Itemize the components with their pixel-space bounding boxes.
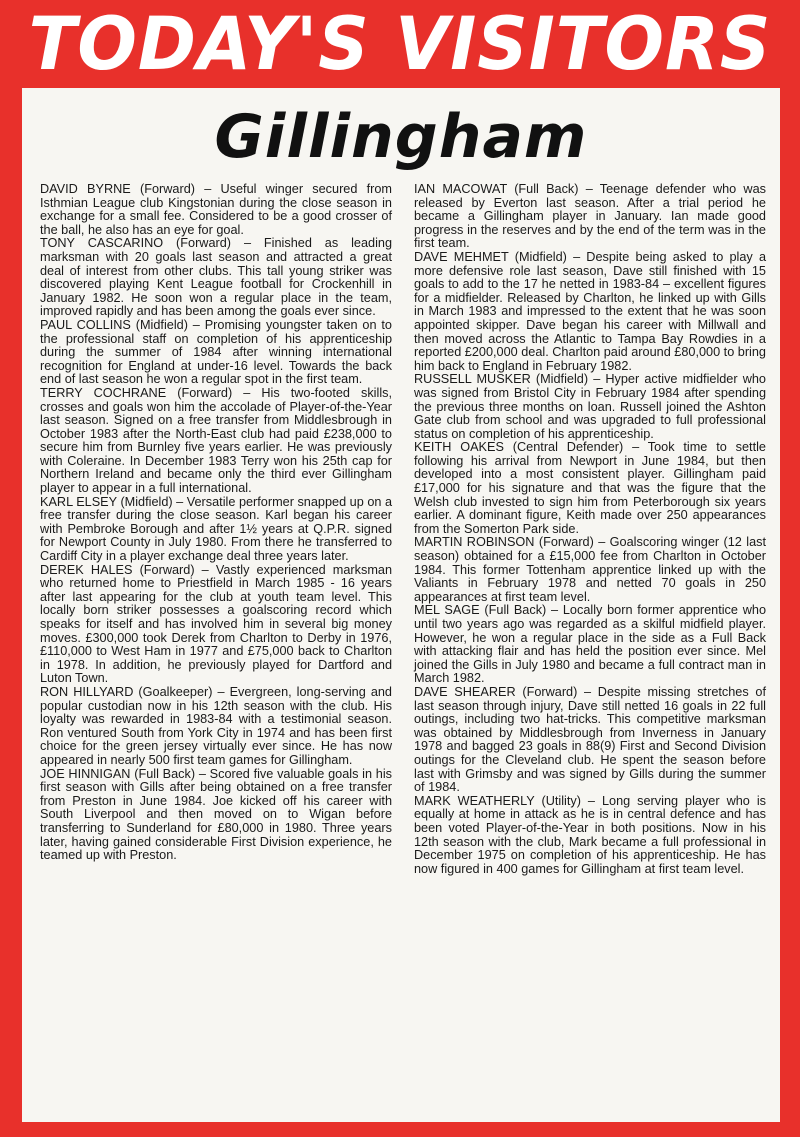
player-position: (Forward) — [176, 236, 232, 251]
right-column — [414, 183, 766, 876]
player-bio: – Evergreen, long-serving and popular custodian now in his 12th season with the club. His loyalty was rewarded in 1983-84 with a testimonial season. Ron ventured South from York City in 1974 and has been first choice for the green jersey virtually ever since. He has now appeared in nearly 500 first team games for Gillingham. — [40, 684, 392, 767]
player-entry — [414, 373, 766, 441]
player-bio: – Teenage defender who was released by Everton last season. After a trial period he became a Gillingham player in January. Ian made good progress in the reserves and by the end of the term was in the first team. — [414, 182, 766, 251]
player-position: (Midfield) — [135, 317, 188, 332]
player-name: DAVE MEHMET — [414, 249, 509, 264]
player-bio: – Despite missing stretches of last season through injury, Dave still netted 16 goals in 22 full outings, including two hat-tricks. This competitive marksman was obtained by Middlesbrough from Inverness in January 1978 and bagged 23 goals in 88(9) First and Second Division outings for the Cleveland club. He spent the season before last with Grimsby and was signed by Gills during the summer of 1984. — [414, 684, 766, 795]
player-entry — [414, 795, 766, 877]
player-name: MARTIN ROBINSON — [414, 535, 535, 550]
player-bio: – Locally born former apprentice who until two years ago was regarded as a skilful midfield player. However, he won a regular place in the side as a Full Back with attacking flair and has held the position ever since. Mel joined the Gills in July 1980 and became a full contract man in March 1982. — [414, 603, 766, 686]
player-position: (Central Defender) — [512, 440, 624, 455]
player-name: KARL ELSEY — [40, 494, 117, 509]
player-bio: – Promising youngster taken on to the professional staff on completion of his apprenticeship during the summer of 1984 after winning international recognition for England at under-16 level. Towards the back end of last season he won a regular spot in the first team. — [40, 317, 392, 387]
page-header — [0, 0, 800, 88]
player-bio: – Scored five valuable goals in his first season with Gills after being obtained on a free transfer from Preston in June 1984. Joe kicked off his career with South Liverpool and then moved on to Wigan before transferring to Sunderland for £80,000 in 1980. Three years later, having gained considerable First Division experience, he teamed up with Preston. — [40, 766, 393, 863]
player-entry — [414, 251, 766, 373]
player-bio: – Finished as leading marksman with 20 goals last season and attracted a great deal of interest from other clubs. This tall young striker was discovered playing Kent League football for Crockenhill in January 1982. He soon won a regular place in the team, improved rapidly and has been among the goals ever since. — [40, 236, 393, 319]
player-bio: – Vastly experienced marksman who returned home to Priestfield in March 1985 - 16 years after last appearing for the club at youth team level. This locally born striker possesses a goalscoring record which speaks for itself and has involved him in several big money moves. £300,000 took Derek from Charlton to Derby in 1976, £110,000 to West Ham in 1977 and £75,000 back to Charlton in 1978. In addition, he previously played for Dartford and Luton Town. — [40, 562, 393, 686]
page-title: TODAY'S VISITORS — [28, 0, 772, 88]
player-entry — [40, 686, 392, 768]
player-name: DEREK HALES — [40, 562, 133, 577]
player-entry — [40, 183, 392, 237]
player-position: (Forward) — [522, 684, 578, 699]
player-name: MARK WEATHERLY — [414, 793, 535, 808]
player-name: MEL SAGE — [414, 603, 480, 618]
player-name: RUSSELL MUSKER — [414, 372, 531, 387]
player-name: TERRY COCHRANE — [40, 385, 167, 400]
player-name: JOE HINNIGAN — [40, 766, 131, 781]
club-name: Gillingham — [214, 102, 588, 172]
player-bio: – Goalscoring winger (12 last season) obtained for a £15,000 fee from Charlton in October 1984. This former Tottenham apprentice linked up with the Valiants in February 1978 and netted 70 goals in 250 appearances at first team level. — [414, 535, 766, 604]
player-entry — [414, 441, 766, 536]
player-position: (Midfield) — [120, 494, 173, 509]
player-position: (Utility) — [541, 793, 581, 808]
player-position: (Midfield) — [514, 249, 567, 264]
player-position: (Full Back) — [134, 766, 196, 781]
player-name: DAVE SHEARER — [414, 684, 516, 699]
player-name: PAUL COLLINS — [40, 317, 131, 332]
player-entry — [414, 686, 766, 795]
player-position: (Goalkeeper) — [138, 684, 213, 699]
player-position: (Full Back) — [484, 603, 547, 618]
player-name: KEITH OAKES — [414, 440, 504, 455]
player-name: TONY CASCARINO — [40, 236, 164, 251]
player-position: (Full Back) — [514, 182, 579, 196]
player-entry — [414, 183, 766, 251]
player-bio: – Despite being asked to play a more defensive role last season, Dave still finished with 15 goals to add to the 17 he netted in 1983-84 – excellent figures for a midfielder. Released by Charlton, he linked up with Gills in March 1983 and impressed to the extent that he was soon appointed skipper. Dave began his career with Millwall and then moved across the Atlantic to Tampa Bay Rowdies in a reported £200,000 deal. Charlton paid around £80,000 to bring him back to England in February 1982. — [414, 249, 767, 373]
player-position: (Forward) — [177, 385, 233, 400]
player-name: DAVID BYRNE — [40, 182, 131, 196]
content-panel — [22, 88, 780, 1122]
left-column — [40, 183, 392, 863]
player-entry — [40, 237, 392, 319]
player-bio: – Versatile performer snapped up on a free transfer during the close season. Karl began his career with Pembroke Borough and after 1½ years at Q.P.R. signed for Newport County in July 1980. From there he transferred to Cardiff City in a player exchange deal three years later. — [40, 494, 393, 564]
player-entry — [414, 536, 766, 604]
player-bio: – Hyper active midfielder who was signed from Bristol City in February 1984 after spending the previous three months on loan. Russell joined the Ashton Gate club from school and was upgraded to full professional status on completion of his apprenticeship. — [414, 372, 766, 441]
player-bio: – Useful winger secured from Isthmian League club Kingstonian during the close season in exchange for a small fee. Considered to be a good crosser of the ball, he also has an eye for goal. — [40, 182, 393, 237]
player-position: (Forward) — [140, 182, 195, 196]
player-name: RON HILLYARD — [40, 684, 134, 699]
player-entry — [40, 496, 392, 564]
player-position: (Forward) — [538, 535, 594, 550]
player-bio: – His two-footed skills, crosses and goals won him the accolade of Player-of-the-Year last season. Signed on a free transfer from Middlesbrough in October 1983 after the North-East club had paid £238,000 to secure him from Burnley five years earlier. He was previously with Coleraine. In December 1983 Terry won his 25th cap for Northern Ireland and became only the third ever Gillingham player to appear in a full international. — [40, 385, 393, 496]
player-bio: – Took time to settle following his arrival from Newport in June 1984, but then developed into a most consistent player. Gillingham paid £17,000 for his signature and that was the figure that the Welsh club invested to sign him from Peterborough six years earlier. A dominant figure, Keith made over 250 appearances from the Somerton Park side. — [414, 440, 766, 536]
player-entry — [414, 604, 766, 686]
player-entry — [40, 319, 392, 387]
player-name: IAN MACOWAT — [414, 182, 507, 196]
player-entry — [40, 387, 392, 496]
player-entry — [40, 564, 392, 686]
player-position: (Midfield) — [535, 372, 589, 387]
player-entry — [40, 768, 392, 863]
player-position: (Forward) — [139, 562, 195, 577]
player-bio: – Long serving player who is equally at home in attack as he is in central defence and has been voted Player-of-the-Year in both positions. Now in his 12th season with the club, Mark became a full professional in December 1975 on completion of his apprenticeship. He has now figured in 400 games for Gillingham at first team level. — [414, 793, 766, 876]
